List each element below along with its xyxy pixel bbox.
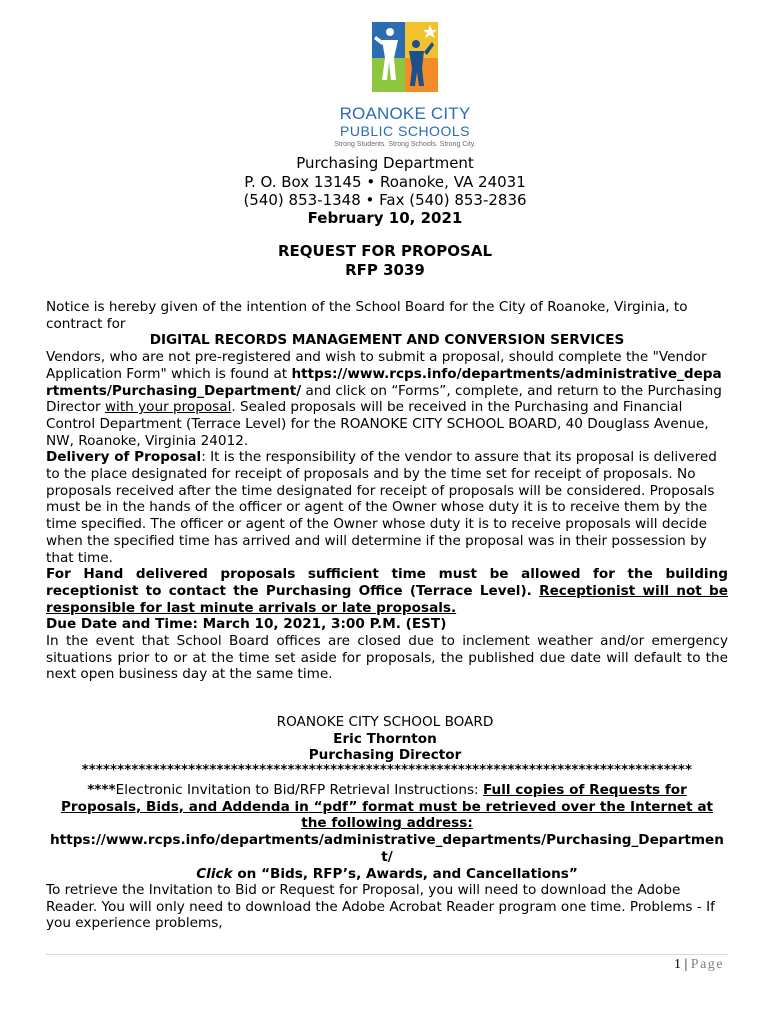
instructions-stars: **** [87,782,116,798]
logo-name-line2: PUBLIC SCHOOLS [340,123,470,139]
signature-title: Purchasing Director [308,747,462,764]
page-word: Page [690,957,724,972]
signature-name: Eric Thornton [333,730,437,747]
page-separator: | [680,957,691,972]
weather-paragraph: In the event that School Board offices are closed due to inclement weather and/or emergency situations prior to or at the time set aside for proposals, the published due date will default to the next open business day at the same time. [46,633,728,683]
instructions-requirement: Full copies of Requests for Proposals, Bids, and Addenda in “pdf” format must be retrieved over the Internet at the following address: [60,782,714,832]
retrieval-instructions [46,782,728,882]
page-footer [674,957,724,973]
instructions-intro: Electronic Invitation to Bid/RFP Retrieval Instructions: [115,782,483,798]
vendor-intro: Vendors, who are not pre-registered and wish to submit a proposal, should complete the "Vendor Application Form" which is found at [46,349,707,382]
vendor-after-url: and click on “Forms”, complete, and return to the Purchasing Director [46,382,722,416]
document-type: REQUEST FOR PROPOSAL [277,242,492,260]
receptionist-warning: Receptionist will not be responsible for last minute arrivals or late proposals. [46,582,728,616]
delivery-label: Delivery of Proposal [46,449,202,466]
hand-delivered-text: For Hand delivered proposals sufficient time must be allowed for the building receptionist to contact the Purchasing Office (Terrace Level). [46,566,728,599]
vendor-end: . [231,399,236,416]
click-word: Click [196,865,233,882]
department-name: Purchasing Department [296,154,474,172]
mailing-address: P. O. Box 13145 • Roanoke, VA 24031 [244,173,526,191]
click-instruction [46,866,728,883]
rfp-body [46,299,728,683]
signature-block [40,714,730,764]
notice-text: Notice is hereby given of the intention of the School Board for the City of Roanoke, Virginia, to contract for [46,299,688,332]
logo-tagline: Strong Students. Strong Schools. Strong City. [334,141,476,148]
star-divider: ************************************************************************************** [81,763,693,778]
logo-name-line1: ROANOKE CITY [339,104,471,123]
click-rest: on “Bids, RFP’s, Awards, and Cancellations” [232,865,578,882]
school-logo-icon [372,22,438,92]
delivery-text: : It is the responsibility of the vendor to assure that its proposal is delivered to the place designated for receipt of proposals and by the time set for receipt of proposals. No proposals received after the time designated for receipt of proposals will be considered. Proposals must be in the hands of the officer or agent of the Owner whose duty it is to receive them by the time specified. The officer or agent of the Owner whose duty it is to receive proposals will decide when the specified time has arrived and will determine if the proposal was in their possession by that time. [46,449,717,566]
instructions-url-link[interactable]: https://www.rcps.info/departments/administrative_departments/Purchasing_Department/ [50,832,724,865]
vendor-paragraph [46,349,728,449]
issue-date: February 10, 2021 [307,209,463,227]
footer-divider [46,954,728,955]
hand-delivered-paragraph [46,566,728,616]
sealed-proposals-text: Sealed proposals will be received in the Purchasing and Financial Control Department (Terrace Level) for the ROANOKE CITY SCHOOL BOARD, 40 Douglass Avenue, NW, Roanoke, Virginia 24012. [46,399,709,449]
signature-org: ROANOKE CITY SCHOOL BOARD [276,714,494,730]
rfp-number: RFP 3039 [345,261,425,279]
with-proposal-text: with your proposal [104,399,232,416]
retrieve-paragraph: To retrieve the Invitation to Bid or Request for Proposal, you will need to download the Adobe Reader. You will only need to download the Adobe Acrobat Reader program one time. Problems - If you experience problems, [46,882,715,932]
delivery-paragraph [46,449,728,566]
vendor-url-link[interactable]: https://www.rcps.info/departments/administrative_departments/Purchasing_Department/ [46,365,722,399]
page-number: 1 [673,957,681,972]
instructions-paragraph [46,782,728,832]
service-title: DIGITAL RECORDS MANAGEMENT AND CONVERSION SERVICES [149,332,625,349]
phone-fax: (540) 853-1348 • Fax (540) 853-2836 [243,191,527,209]
due-date: Due Date and Time: March 10, 2021, 3:00 P.M. (EST) [46,616,447,633]
